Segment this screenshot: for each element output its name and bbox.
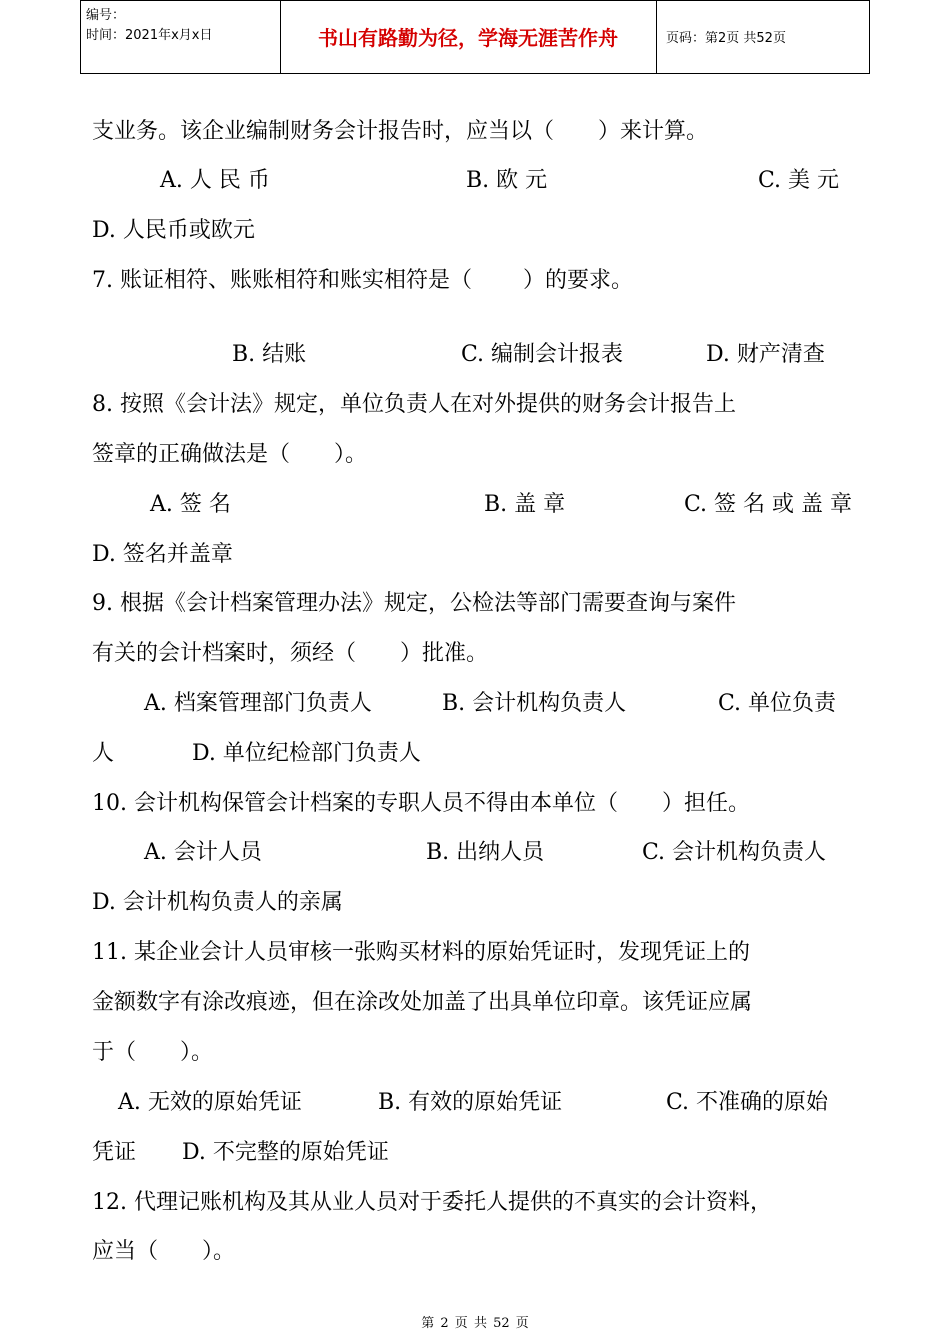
option-a: A. 档案管理部门负责人 — [144, 691, 372, 716]
footer-di: 第 — [421, 1316, 435, 1331]
options-line — [0, 736, 950, 772]
option-c: C. 单位负责 — [718, 691, 837, 716]
option-b: B. 结账 — [232, 342, 307, 367]
options-line — [0, 1085, 950, 1121]
text-line — [0, 213, 950, 249]
options-line — [0, 337, 950, 373]
option-a: A. 会计人员 — [144, 840, 262, 865]
header-right-rule — [869, 0, 870, 74]
question-7 — [0, 263, 950, 299]
line-text: 应当（ ）。 — [92, 1239, 236, 1264]
line-text: 金额数字有涂改痕迹，但在涂改处加盖了出具单位印章。该凭证应属 — [92, 990, 753, 1015]
question-10 — [0, 786, 950, 822]
options-line — [0, 686, 950, 722]
text-line — [0, 885, 950, 921]
header-top-rule — [80, 0, 870, 1]
line-text: 于（ ）。 — [92, 1040, 214, 1065]
line-text: 10. 会计机构保管会计档案的专职人员不得由本单位（ ）担任。 — [92, 791, 750, 816]
option-c: C. 不准确的原始 — [666, 1090, 829, 1115]
number-label: 编号： — [86, 8, 126, 23]
option-a: A. 签 名 — [150, 492, 231, 517]
page-footer — [0, 1312, 950, 1331]
line-text: 7. 账证相符、账账相符和账实相符是（ ）的要求。 — [92, 268, 633, 293]
option-d: D. 不完整的原始凭证 — [182, 1140, 389, 1165]
option-b: B. 欧 元 — [466, 168, 548, 193]
page-label: 页码：第2页 共52页 — [666, 31, 786, 46]
header-divider-2 — [656, 0, 657, 74]
option-b: B. 出纳人员 — [426, 840, 545, 865]
line-text: 人 — [92, 741, 115, 766]
option-c: C. 美 元 — [758, 168, 840, 193]
option-b: B. 会计机构负责人 — [442, 691, 627, 716]
option-b: B. 盖 章 — [484, 492, 566, 517]
option-b: B. 有效的原始凭证 — [378, 1090, 563, 1115]
line-text: 签章的正确做法是（ ）。 — [92, 442, 368, 467]
option-a: A. 无效的原始凭证 — [118, 1090, 302, 1115]
footer-gong: 共 — [473, 1316, 487, 1331]
option-d: D. 签名并盖章 — [92, 542, 233, 567]
options-line — [0, 163, 950, 199]
option-d: D. 单位纪检部门负责人 — [192, 741, 421, 766]
option-d: D. 会计机构负责人的亲属 — [92, 890, 343, 915]
text-line — [0, 1234, 950, 1270]
line-text: 有关的会计档案时，须经（ ）批准。 — [92, 641, 489, 666]
footer-ye-2: 页 — [515, 1316, 529, 1331]
header-bottom-rule — [80, 73, 870, 74]
line-text: 凭证 — [92, 1140, 137, 1165]
line-text: 12. 代理记账机构及其从业人员对于委托人提供的不真实的会计资料， — [92, 1190, 772, 1215]
question-9 — [0, 586, 950, 622]
text-line — [0, 114, 950, 150]
text-line — [0, 537, 950, 573]
footer-total-pages: 52 — [493, 1316, 510, 1331]
option-c: C. 编制会计报表 — [461, 342, 624, 367]
line-text: 11. 某企业会计人员审核一张购买材料的原始凭证时，发现凭证上的 — [92, 940, 750, 965]
option-c: C. 会计机构负责人 — [642, 840, 827, 865]
option-d: D. 人民币或欧元 — [92, 218, 255, 243]
text-line — [0, 985, 950, 1021]
option-a: A. 人 民 币 — [160, 168, 270, 193]
text-line — [0, 437, 950, 473]
text-line — [0, 1035, 950, 1071]
time-label: 时间：2021年x月x日 — [86, 28, 213, 43]
options-line — [0, 1135, 950, 1171]
header-left-rule — [80, 0, 81, 74]
line-text: 8. 按照《会计法》规定，单位负责人在对外提供的财务会计报告上 — [92, 392, 736, 417]
footer-ye: 页 — [454, 1316, 468, 1331]
option-d: D. 财产清查 — [706, 342, 825, 367]
text-line — [0, 636, 950, 672]
question-8 — [0, 387, 950, 423]
options-line — [0, 835, 950, 871]
page-header — [80, 0, 870, 74]
line-text: 支业务。该企业编制财务会计报告时，应当以（ ）来计算。 — [92, 119, 709, 144]
footer-page-number: 2 — [440, 1316, 449, 1331]
line-text: 9. 根据《会计档案管理办法》规定，公检法等部门需要查询与案件 — [92, 591, 736, 616]
question-11 — [0, 935, 950, 971]
motto-text: 书山有路勤为径，学海无涯苦作舟 — [318, 26, 618, 50]
question-12 — [0, 1185, 950, 1221]
option-c: C. 签 名 或 盖 章 — [684, 492, 853, 517]
options-line — [0, 487, 950, 523]
